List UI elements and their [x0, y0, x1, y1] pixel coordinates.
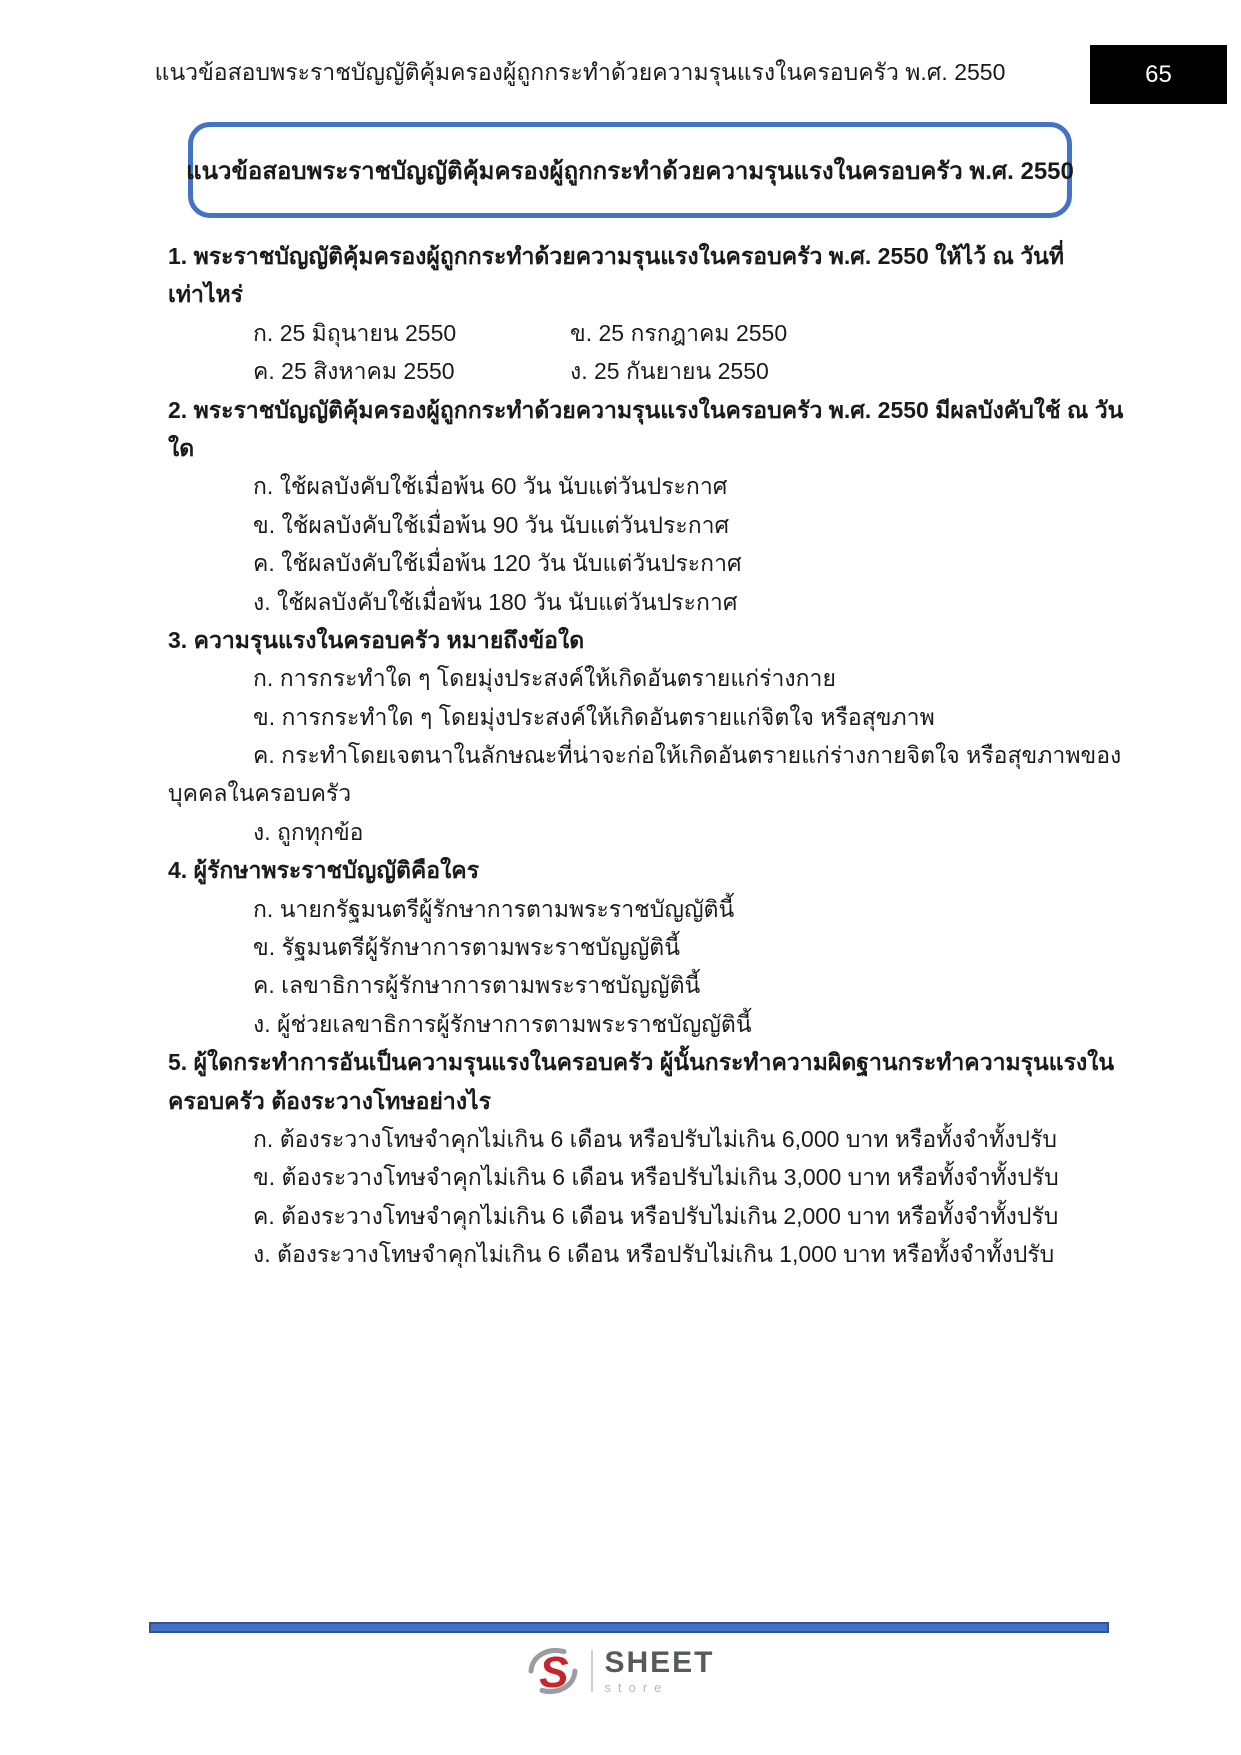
question-5-text-line-1: 5. ผู้ใดกระทำการอันเป็นความรุนแรงในครอบครัว ผู้นั้นกระทำความผิดฐานกระทำความรุนแรงใน: [168, 1049, 1115, 1076]
question-2-text-line-1: 2. พระราชบัญญัติคุ้มครองผู้ถูกกระทำด้วยความรุนแรงในครอบครัว พ.ศ. 2550 มีผลบังคับใช้ ณ วัน: [168, 396, 1124, 423]
question-3-option-c: ค. กระทำโดยเจตนาในลักษณะที่น่าจะก่อให้เกิดอันตรายแก่ร่างกายจิตใจ หรือสุขภาพของ: [253, 742, 1122, 769]
question-1-options-row-1: [168, 314, 1128, 352]
question-1-text-line-2: เท่าไหร่: [168, 281, 244, 308]
question-3-text: 3. ความรุนแรงในครอบครัว หมายถึงข้อใด: [168, 626, 585, 653]
document-title-box: [188, 122, 1072, 218]
question-1-option-a: ก. 25 มิถุนายน 2550: [253, 319, 457, 346]
logo-brand-text: SHEET: [604, 1646, 715, 1679]
question-5-text-line-2: ครอบครัว ต้องระวางโทษอย่างไร: [168, 1087, 491, 1114]
question-5-option-b: ข. ต้องระวางโทษจำคุกไม่เกิน 6 เดือน หรือปรับไม่เกิน 3,000 บาท หรือทั้งจำทั้งปรับ: [253, 1164, 1059, 1191]
question-2-option-c: ค. ใช้ผลบังคับใช้เมื่อพ้น 120 วัน นับแต่วันประกาศ: [253, 550, 742, 577]
document-title: แนวข้อสอบพระราชบัญญัติคุ้มครองผู้ถูกกระทำด้วยความรุนแรงในครอบครัว พ.ศ. 2550: [186, 157, 1074, 185]
question-3-option-a: ก. การกระทำใด ๆ โดยมุ่งประสงค์ให้เกิดอันตรายแก่ร่างกาย: [253, 665, 836, 692]
page-number-badge: [1090, 45, 1227, 104]
question-2-text-line-2: ใด: [168, 434, 195, 461]
question-5-option-d: ง. ต้องระวางโทษจำคุกไม่เกิน 6 เดือน หรือปรับไม่เกิน 1,000 บาท หรือทั้งจำทั้งปรับ: [253, 1241, 1055, 1268]
question-5-option-a: ก. ต้องระวางโทษจำคุกไม่เกิน 6 เดือน หรือปรับไม่เกิน 6,000 บาท หรือทั้งจำทั้งปรับ: [253, 1125, 1057, 1152]
question-1-option-b: ข. 25 กรกฎาคม 2550: [570, 319, 788, 346]
logo-text-block: [604, 1648, 714, 1694]
question-4-text: 4. ผู้รักษาพระราชบัญญัติคือใคร: [168, 857, 480, 884]
page-header-title: แนวข้อสอบพระราชบัญญัติคุ้มครองผู้ถูกกระทำด้วยความรุนแรงในครอบครัว พ.ศ. 2550: [154, 59, 1006, 85]
question-2-option-a: ก. ใช้ผลบังคับใช้เมื่อพ้น 60 วัน นับแต่วันประกาศ: [253, 473, 728, 500]
question-5-option-c: ค. ต้องระวางโทษจำคุกไม่เกิน 6 เดือน หรือปรับไม่เกิน 2,000 บาท หรือทั้งจำทั้งปรับ: [253, 1202, 1059, 1229]
sheet-store-logo-icon: [526, 1643, 580, 1699]
question-1-option-d: ง. 25 กันยายน 2550: [570, 358, 769, 385]
question-4-option-d: ง. ผู้ช่วยเลขาธิการผู้รักษาการตามพระราชบัญญัตินี้: [253, 1010, 752, 1037]
logo-brand-subtext: store: [604, 1680, 669, 1695]
question-2-option-d: ง. ใช้ผลบังคับใช้เมื่อพ้น 180 วัน นับแต่วันประกาศ: [253, 588, 738, 615]
footer-divider-line: [149, 1622, 1109, 1633]
questions-section: [168, 237, 1128, 1274]
question-1-option-c: ค. 25 สิงหาคม 2550: [253, 358, 455, 385]
question-2-option-b: ข. ใช้ผลบังคับใช้เมื่อพ้น 90 วัน นับแต่วันประกาศ: [253, 511, 730, 538]
question-4-option-b: ข. รัฐมนตรีผู้รักษาการตามพระราชบัญญัตินี้: [253, 934, 680, 961]
question-3-option-b: ข. การกระทำใด ๆ โดยมุ่งประสงค์ให้เกิดอันตรายแก่จิตใจ หรือสุขภาพ: [253, 703, 935, 730]
question-4-option-a: ก. นายกรัฐมนตรีผู้รักษาการตามพระราชบัญญัตินี้: [253, 895, 735, 922]
question-3-option-d: ง. ถูกทุกข้อ: [253, 818, 364, 845]
question-1-text-line-1: 1. พระราชบัญญัติคุ้มครองผู้ถูกกระทำด้วยความรุนแรงในครอบครัว พ.ศ. 2550 ให้ไว้ ณ วันที่: [168, 243, 1065, 269]
question-1-options-row-2: [168, 352, 1128, 390]
question-3-option-c-continuation: บุคคลในครอบครัว: [168, 780, 352, 807]
svg-text:S: S: [539, 1648, 569, 1698]
page-number: 65: [1145, 60, 1172, 88]
sheet-store-logo: [0, 1641, 1241, 1701]
logo-divider-bar: [591, 1650, 593, 1692]
question-4-option-c: ค. เลขาธิการผู้รักษาการตามพระราชบัญญัตินี้: [253, 972, 701, 999]
